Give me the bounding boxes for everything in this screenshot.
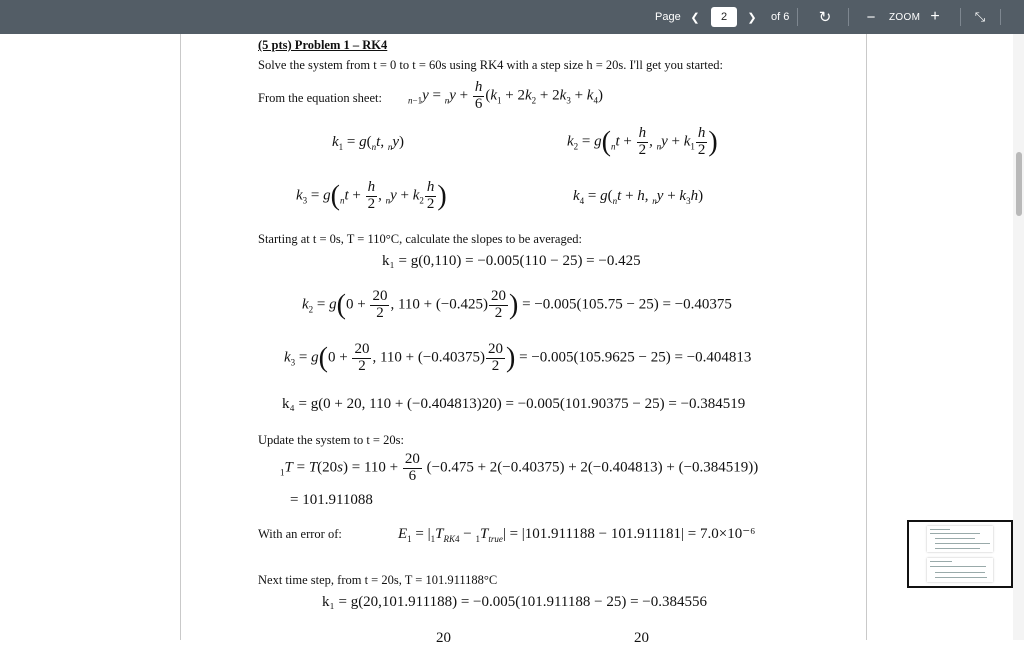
k3-result: = −0.005(105.9625 − 25) = −0.404813 xyxy=(519,349,752,366)
rk4-formula: $_{n-1}$y = $_n$y + $\frac{h}{6}$ $(k_1 + 2k_2 + 2k_3 + k_4)$ xyxy=(408,79,603,112)
thumbnail-page xyxy=(927,526,993,552)
update-slopes: (−0.475 + 2(−0.40375) + 2(−0.404813) + (−0.384519)) xyxy=(426,459,759,476)
starting-conditions: Starting at t = 0s, T = 110°C, calculate the slopes to be averaged: xyxy=(258,232,582,246)
scrollbar-track[interactable] xyxy=(1013,34,1024,640)
zoom-label: ZOOM xyxy=(889,11,921,23)
k1-definition: $k_1 = g(_nt$, $_n$y) xyxy=(332,134,404,152)
prev-page-icon[interactable]: ❮ xyxy=(690,11,700,24)
error-equation: $E_1 = |_1T_{RK4} - _1T_{true}| = |101.911188 - 101.911181| = 7.0\times 10^{-6}$ xyxy=(398,526,756,544)
page-label: Page xyxy=(655,11,681,23)
toolbar-divider xyxy=(848,8,849,26)
zoom-out-icon[interactable]: − xyxy=(866,8,876,26)
pdf-toolbar xyxy=(0,0,1024,34)
update-result: = 101.911088 xyxy=(290,492,373,508)
cutoff-fraction-numerator: 20 xyxy=(634,630,649,646)
k2-calculation: $k_2 = g(0$ + $\frac{20}{2}$ , 110 + (−0.425) $\frac{20}{2}$ ) = −0.005(105.75 − 25) = −0.40375 xyxy=(302,288,732,321)
document-viewport[interactable] xyxy=(0,34,1024,646)
error-value: = |101.911188 − 101.911181| = 7.0×10⁻⁶ xyxy=(509,526,756,542)
update-system-label: Update the system to t = 20s: xyxy=(258,433,404,447)
toolbar-divider xyxy=(960,8,961,26)
scrollbar-thumb[interactable] xyxy=(1016,152,1022,216)
fit-page-icon[interactable]: ⤡ xyxy=(974,9,986,24)
k1-calculation: k₁ = g(0,110) = −0.005(110 − 25) = −0.425 xyxy=(382,253,641,269)
next-page-icon[interactable]: ❯ xyxy=(747,11,757,24)
page-border-right xyxy=(866,34,867,640)
thumbnail-page xyxy=(927,558,993,582)
toolbar-divider xyxy=(797,8,798,26)
zoom-in-icon[interactable]: + xyxy=(930,8,940,25)
problem-intro: Solve the system from t = 0 to t = 60s using RK4 with a step size h = 20s. I'll get you started: xyxy=(258,58,724,72)
page-thumbnail-navigator[interactable] xyxy=(907,520,1013,588)
cutoff-fraction-numerator: 20 xyxy=(436,630,451,646)
k3-calculation: $k_3 = g(0$ + $\frac{20}{2}$ , 110 + (−0.40375) $\frac{20}{2}$ ) = −0.005(105.9625 − 25) = −0.404813 xyxy=(284,341,752,374)
k2-result: = −0.005(105.75 − 25) = −0.40375 xyxy=(522,296,732,313)
problem-title: (5 pts) Problem 1 – RK4 xyxy=(258,38,388,52)
page-count: of 6 xyxy=(771,11,790,23)
k2-definition: $k_2 = g(_nt$ + $\frac{h}{2}$ , $_ny + k_1$ $\frac{h}{2}$ ) xyxy=(567,125,718,158)
rotate-icon[interactable]: ↻ xyxy=(818,9,832,26)
k4-calculation: k₄ = g(0 + 20, 110 + (−0.404813)20) = −0.005(101.90375 − 25) = −0.384519 xyxy=(282,396,746,412)
page-number-input[interactable]: 2 xyxy=(711,7,737,27)
k3-definition: $k_3 = g(_nt$ + $\frac{h}{2}$ , $_ny + k_2$ $\frac{h}{2}$ ) xyxy=(296,179,447,212)
page-border-left xyxy=(180,34,181,640)
toolbar-divider xyxy=(1000,9,1001,25)
next-step-label: Next time step, from t = 20s, T = 101.911188°C xyxy=(258,573,498,587)
k4-definition: $k_4 = g(_nt + h$, $_ny + k_3h$) xyxy=(573,188,704,206)
update-equation: $_1$T = T(20s) = 110 + $\frac{20}{6}$ (−0.475 + 2(−0.40375) + 2(−0.404813) + (−0.384519)) xyxy=(280,451,759,484)
equation-sheet-label: From the equation sheet: xyxy=(258,91,382,105)
k1-next-calculation: k₁ = g(20,101.911188) = −0.005(101.911188 − 25) = −0.384556 xyxy=(322,594,707,610)
error-label: With an error of: xyxy=(258,527,342,541)
